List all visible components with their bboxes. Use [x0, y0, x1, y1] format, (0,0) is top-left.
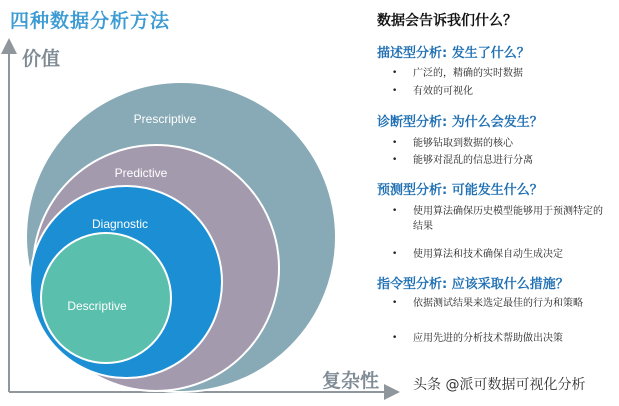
bullet-icon: • — [392, 138, 398, 148]
x-axis-label: 复杂性 — [322, 370, 380, 392]
label-diagnostic: Diagnostic — [91, 217, 149, 231]
section-title-predictive: 预测型分析: 可能发生什么？ — [377, 183, 543, 198]
y-axis-label: 价值 — [22, 48, 61, 70]
label-descriptive: Descriptive — [67, 299, 127, 313]
label-prescriptive: Prescriptive — [133, 112, 197, 126]
label-predictive: Predictive — [114, 166, 168, 180]
section-title-descriptive: 描述型分析: 发生了什么？ — [377, 46, 530, 61]
bullet-icon: • — [392, 68, 398, 78]
watermark: 头条 @派可数据可视化分析 — [413, 377, 586, 393]
bullet-icon: • — [392, 206, 398, 216]
bullet-icon: • — [392, 249, 398, 259]
circle-descriptive — [41, 233, 171, 363]
bullet-icon: • — [392, 155, 398, 165]
section-title-prescriptive: 指令型分析: 应该采取什么措施？ — [377, 277, 569, 292]
bullet-icon: • — [392, 333, 398, 343]
page-title: 四种数据分析方法 — [10, 10, 171, 32]
bullet-icon: • — [392, 86, 398, 96]
question-heading: 数据会告诉我们什么？ — [377, 13, 517, 29]
bullet-icon: • — [392, 298, 398, 308]
section-title-diagnostic: 诊断型分析: 为什么会发生？ — [377, 115, 543, 130]
